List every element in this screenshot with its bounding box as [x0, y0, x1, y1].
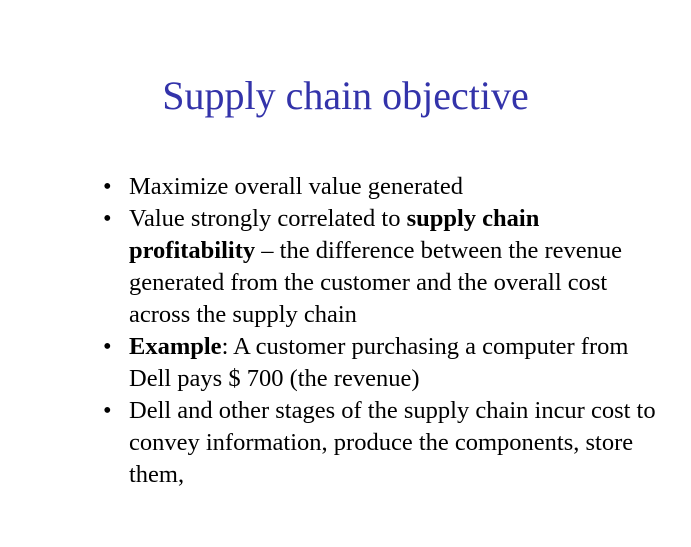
bullet-text-suffix: – the difference between the revenue generated from the customer and the overall cost across the supply chain [129, 237, 622, 328]
bullet-text: Maximize overall value generated [129, 173, 463, 200]
bullet-list [103, 171, 663, 491]
slide-title: Supply chain objective [162, 73, 529, 118]
bullet-icon: • [103, 205, 112, 232]
bullet-icon: • [103, 397, 112, 424]
bullet-text-suffix: : A customer purchasing a computer from Dell pays $ 700 (the revenue) [129, 333, 629, 392]
bullet-emphasis: Example [129, 333, 222, 360]
bullet-text-prefix: Value strongly correlated to [129, 205, 407, 232]
bullet-icon: • [103, 333, 112, 360]
bullet-item [103, 203, 663, 331]
bullet-emphasis: supply chain profitability [129, 205, 540, 264]
bullet-icon: • [103, 173, 112, 200]
bullet-text: Dell and other stages of the supply chain incur cost to convey information, produce the components, store them, [129, 397, 656, 488]
bullet-item [103, 395, 663, 491]
bullet-item [103, 331, 663, 395]
bullet-item [103, 171, 663, 203]
